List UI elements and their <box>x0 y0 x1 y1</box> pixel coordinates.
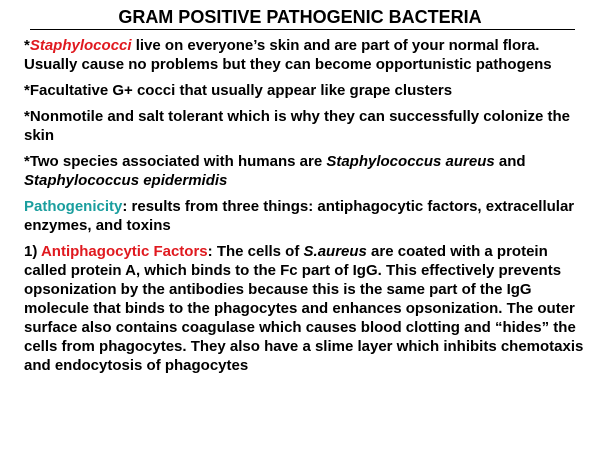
species-epidermidis: Staphylococcus epidermidis <box>24 172 228 189</box>
paragraph-text: : results from three things: antiphagocytic factors, extracellular enzymes, and toxins <box>24 198 575 234</box>
title-underline <box>30 29 575 30</box>
paragraph-lead: *Two species associated with humans are <box>24 153 327 170</box>
paragraph-staphylococci <box>24 36 584 74</box>
paragraph-text: are coated with a protein called protein A, which binds to the Fc part of IgG. This effectively prevents opsonization by the antibodies because this is the same part of the IgG molecule that binds to the phagocytes and enhances opsonization. The outer surface also contains coagulase which causes blood clotting and “hides” the cells from phagocytes. They also have a slime layer which inhibits chemotaxis and endocytosis of phagocytes <box>24 243 584 374</box>
slide-title: GRAM POSITIVE PATHOGENIC BACTERIA <box>118 7 482 27</box>
slide-content <box>24 36 584 382</box>
item-number: 1) <box>24 243 41 260</box>
paragraph-antiphagocytic <box>24 242 584 375</box>
bullet-star: * <box>24 37 30 54</box>
species-aureus: Staphylococcus aureus <box>326 153 495 170</box>
term-antiphagocytic-factors: Antiphagocytic Factors <box>40 243 208 260</box>
paragraph-lead: : The cells of <box>207 243 304 260</box>
conjunction: and <box>494 153 526 170</box>
paragraph-species <box>24 152 584 190</box>
paragraph-nonmotile: *Nonmotile and salt tolerant which is why they can successfully colonize the skin <box>24 108 570 144</box>
species-s-aureus: S.aureus <box>303 243 367 260</box>
paragraph-text: live on everyone’s skin and are part of your normal flora. Usually cause no problems but they can become opportunistic pathogens <box>24 37 552 73</box>
term-pathogenicity: Pathogenicity <box>24 198 123 215</box>
paragraph-facultative: *Facultative G+ cocci that usually appear like grape clusters <box>24 82 453 99</box>
term-staphylococci: Staphylococci <box>29 37 132 54</box>
paragraph-pathogenicity <box>24 197 584 235</box>
